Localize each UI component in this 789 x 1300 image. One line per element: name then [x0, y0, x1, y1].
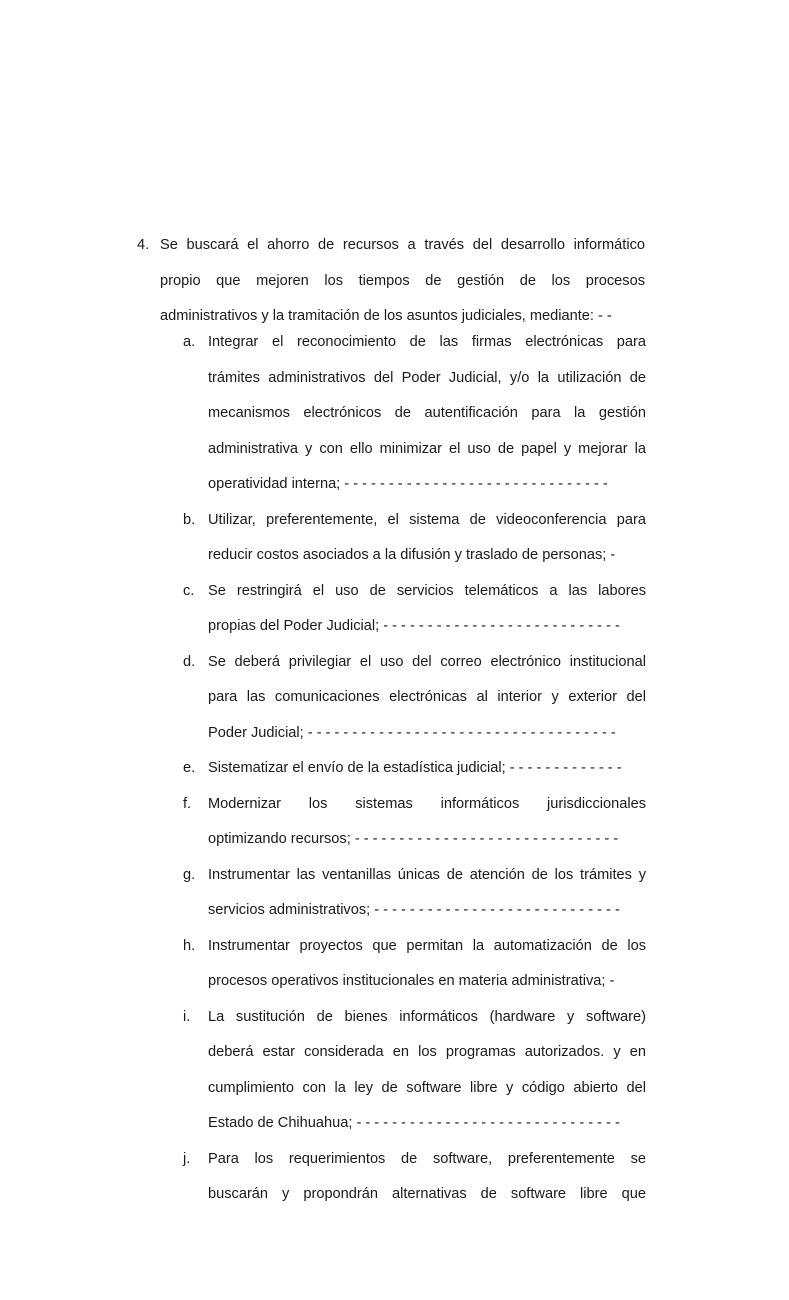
- list-item-text: [160, 228, 645, 335]
- text-line: servicios administrativos; - - - - - - - - - - - - - - - - - - - - - - - - - - - -: [208, 902, 620, 918]
- sub-item-d: [183, 645, 646, 752]
- sub-item-marker: a.: [183, 334, 196, 350]
- text-line: Utilizar, preferentemente, el sistema de videoconferencia para: [208, 511, 646, 528]
- text-line: deberá estar considerada en los programas autorizados. y en: [208, 1044, 646, 1060]
- sub-item-text: [208, 751, 646, 787]
- sub-item-text: [208, 1000, 646, 1142]
- text-line: Poder Judicial; - - - - - - - - - - - - - - - - - - - - - - - - - - - - - - - - - - -: [208, 724, 616, 741]
- text-line: Estado de Chihuahua; - - - - - - - - - - - - - - - - - - - - - - - - - - - - - -: [208, 1115, 620, 1131]
- text-line: para las comunicaciones electrónicas al interior y exterior del: [208, 689, 646, 705]
- text-line: administrativos y la tramitación de los asuntos judiciales, mediante: - -: [160, 308, 612, 324]
- text-line: propias del Poder Judicial; - - - - - - - - - - - - - - - - - - - - - - - - - - -: [208, 618, 620, 634]
- sub-item-text: [208, 325, 646, 503]
- sub-item-marker: d.: [183, 653, 196, 670]
- sub-item-text: [208, 645, 646, 752]
- text-line: Sistematizar el envío de la estadística judicial; - - - - - - - - - - - - -: [208, 760, 622, 776]
- text-line: mecanismos electrónicos de autentificación para la gestión: [208, 405, 646, 421]
- sub-item-marker: e.: [183, 760, 196, 776]
- sub-item-a: [183, 325, 646, 503]
- list-number: 4.: [137, 237, 150, 253]
- text-line: administrativa y con ello minimizar el uso de papel y mejorar la: [208, 440, 646, 457]
- list-item-4: [137, 228, 645, 335]
- sub-item-h: [183, 929, 646, 1000]
- sub-item-text: [208, 858, 646, 929]
- sub-item-text: [208, 503, 646, 574]
- sub-item-marker: g.: [183, 866, 196, 883]
- sub-item-c: [183, 574, 646, 645]
- text-line: procesos operativos institucionales en materia administrativa; -: [208, 973, 615, 989]
- text-line: trámites administrativos del Poder Judicial, y/o la utilización de: [208, 369, 646, 386]
- text-line: optimizando recursos; - - - - - - - - - - - - - - - - - - - - - - - - - - - - - -: [208, 831, 619, 847]
- sub-item-f: [183, 787, 646, 858]
- sub-item-text: [208, 787, 646, 858]
- sub-item-e: [183, 751, 646, 787]
- text-line: Integrar el reconocimiento de las firmas electrónicas para: [208, 334, 646, 350]
- text-line: Se deberá privilegiar el uso del correo electrónico institucional: [208, 653, 646, 670]
- text-line: Instrumentar proyectos que permitan la automatización de los: [208, 937, 646, 954]
- sub-item-j: [183, 1142, 646, 1213]
- text-line: buscarán y propondrán alternativas de software libre que: [208, 1186, 646, 1202]
- text-line: reducir costos asociados a la difusión y traslado de personas; -: [208, 547, 616, 563]
- text-line: Para los requerimientos de software, preferentemente se: [208, 1150, 646, 1167]
- sub-item-marker: c.: [183, 582, 195, 599]
- text-line: cumplimiento con la ley de software libre y código abierto del: [208, 1079, 646, 1096]
- text-line: operatividad interna; - - - - - - - - - - - - - - - - - - - - - - - - - - - - - -: [208, 476, 608, 492]
- sub-item-marker: f.: [183, 795, 192, 812]
- sub-item-text: [208, 1142, 646, 1213]
- sub-item-marker: h.: [183, 937, 196, 954]
- text-line: Modernizar los sistemas informáticos jurisdiccionales: [208, 795, 646, 812]
- sub-item-marker: b.: [183, 511, 196, 528]
- text-line: propio que mejoren los tiempos de gestión de los procesos: [160, 272, 645, 289]
- sub-item-g: [183, 858, 646, 929]
- sub-item-marker: j.: [183, 1150, 191, 1167]
- sub-item-i: [183, 1000, 646, 1142]
- sub-list: [183, 325, 646, 1213]
- text-line: La sustitución de bienes informáticos (hardware y software): [208, 1008, 646, 1025]
- text-line: Instrumentar las ventanillas únicas de atención de los trámites y: [208, 866, 646, 883]
- sub-item-marker: i.: [183, 1008, 191, 1025]
- sub-item-b: [183, 503, 646, 574]
- sub-item-text: [208, 929, 646, 1000]
- text-line: Se buscará el ahorro de recursos a través del desarrollo informático: [160, 237, 645, 253]
- sub-item-text: [208, 574, 646, 645]
- text-line: Se restringirá el uso de servicios telemáticos a las labores: [208, 582, 646, 599]
